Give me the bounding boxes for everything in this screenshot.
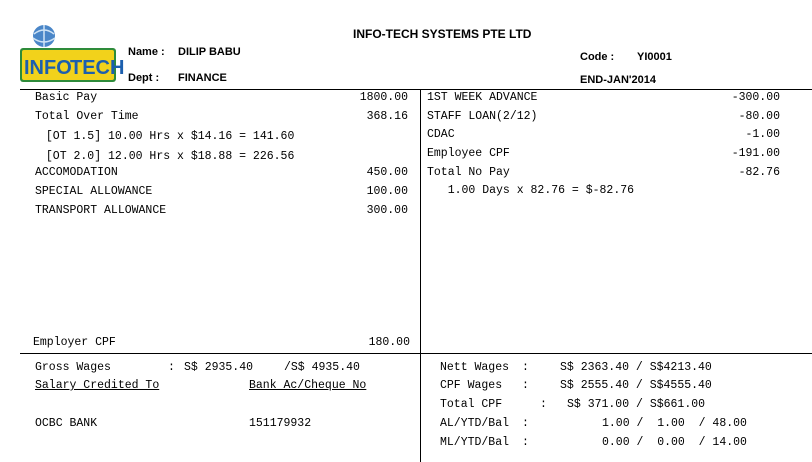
summary-sep: : xyxy=(522,417,529,430)
summary-sep: : xyxy=(522,361,529,374)
bank-name: OCBC BANK xyxy=(35,417,98,430)
cpf-wages-value: S$ 2555.40 / S$4555.40 xyxy=(560,379,712,392)
earning-amount: 1800.00 xyxy=(359,91,408,104)
ml-ytd-bal-value: 0.00 / 0.00 / 14.00 xyxy=(602,436,747,449)
deduction-amount: -1.00 xyxy=(745,128,780,141)
gross-wages-ytd: /S$ 4935.40 xyxy=(284,361,360,374)
deduction-label: 1.00 Days x 82.76 = $-82.76 xyxy=(427,184,635,197)
company-name: INFO-TECH SYSTEMS PTE LTD xyxy=(353,27,532,41)
company-logo xyxy=(20,22,125,88)
logo-text-info: INFO xyxy=(24,57,72,79)
earning-label: Total Over Time xyxy=(35,110,139,123)
employer-cpf-amount: 180.00 xyxy=(368,336,410,349)
deduction-label: 1ST WEEK ADVANCE xyxy=(427,91,538,104)
earning-label: ACCOMODATION xyxy=(35,166,118,179)
deduction-label: Employee CPF xyxy=(427,147,510,160)
column-divider xyxy=(420,89,421,462)
dept-label: Dept : xyxy=(128,72,160,84)
total-cpf-value: S$ 371.00 / S$661.00 xyxy=(567,398,706,411)
deduction-amount: -191.00 xyxy=(731,147,780,160)
nett-wages-label: Nett Wages xyxy=(440,361,510,374)
deduction-label: CDAC xyxy=(427,128,455,141)
ml-ytd-bal-label: ML/YTD/Bal xyxy=(440,436,510,449)
employee-dept: FINANCE xyxy=(178,72,227,84)
salary-credited-label: Salary Credited To xyxy=(35,379,160,392)
globe-logo-icon xyxy=(20,22,125,88)
earning-label: [OT 1.5] 10.00 Hrs x $14.16 = 141.60 xyxy=(39,130,295,143)
deduction-label: Total No Pay xyxy=(427,166,510,179)
cpf-wages-label: CPF Wages xyxy=(440,379,503,392)
earning-label: [OT 2.0] 12.00 Hrs x $18.88 = 226.56 xyxy=(39,150,295,163)
gross-wages-sep: : xyxy=(168,361,175,374)
al-ytd-bal-value: 1.00 / 1.00 / 48.00 xyxy=(602,417,747,430)
employer-cpf-label: Employer CPF xyxy=(33,336,116,349)
deduction-label: STAFF LOAN(2/12) xyxy=(427,110,538,123)
summary-sep: : xyxy=(522,379,529,392)
earning-amount: 100.00 xyxy=(366,185,408,198)
gross-wages-value: S$ 2935.40 xyxy=(184,361,254,374)
deduction-amount: -300.00 xyxy=(731,91,780,104)
al-ytd-bal-label: AL/YTD/Bal xyxy=(440,417,510,430)
earning-amount: 450.00 xyxy=(366,166,408,179)
earning-label: Basic Pay xyxy=(35,91,98,104)
earning-label: TRANSPORT ALLOWANCE xyxy=(35,204,167,217)
earning-amount: 368.16 xyxy=(366,110,408,123)
pay-period: END-JAN'2014 xyxy=(580,74,656,86)
bank-account-number: 151179932 xyxy=(249,417,312,430)
header-divider xyxy=(20,89,812,90)
gross-wages-label: Gross Wages xyxy=(35,361,111,374)
summary-divider xyxy=(20,353,812,354)
employee-name: DILIP BABU xyxy=(178,46,241,58)
earning-label: SPECIAL ALLOWANCE xyxy=(35,185,153,198)
employee-code: YI0001 xyxy=(637,51,672,63)
nett-wages-value: S$ 2363.40 / S$4213.40 xyxy=(560,361,712,374)
deduction-amount: -82.76 xyxy=(738,166,780,179)
bank-ac-label: Bank Ac/Cheque No xyxy=(249,379,367,392)
code-label: Code : xyxy=(580,51,615,63)
summary-sep: : xyxy=(522,436,529,449)
logo-text-tech: TECH xyxy=(70,57,125,79)
total-cpf-label: Total CPF xyxy=(440,398,503,411)
summary-sep: : xyxy=(540,398,547,411)
name-label: Name : xyxy=(128,46,165,58)
deduction-amount: -80.00 xyxy=(738,110,780,123)
earning-amount: 300.00 xyxy=(366,204,408,217)
